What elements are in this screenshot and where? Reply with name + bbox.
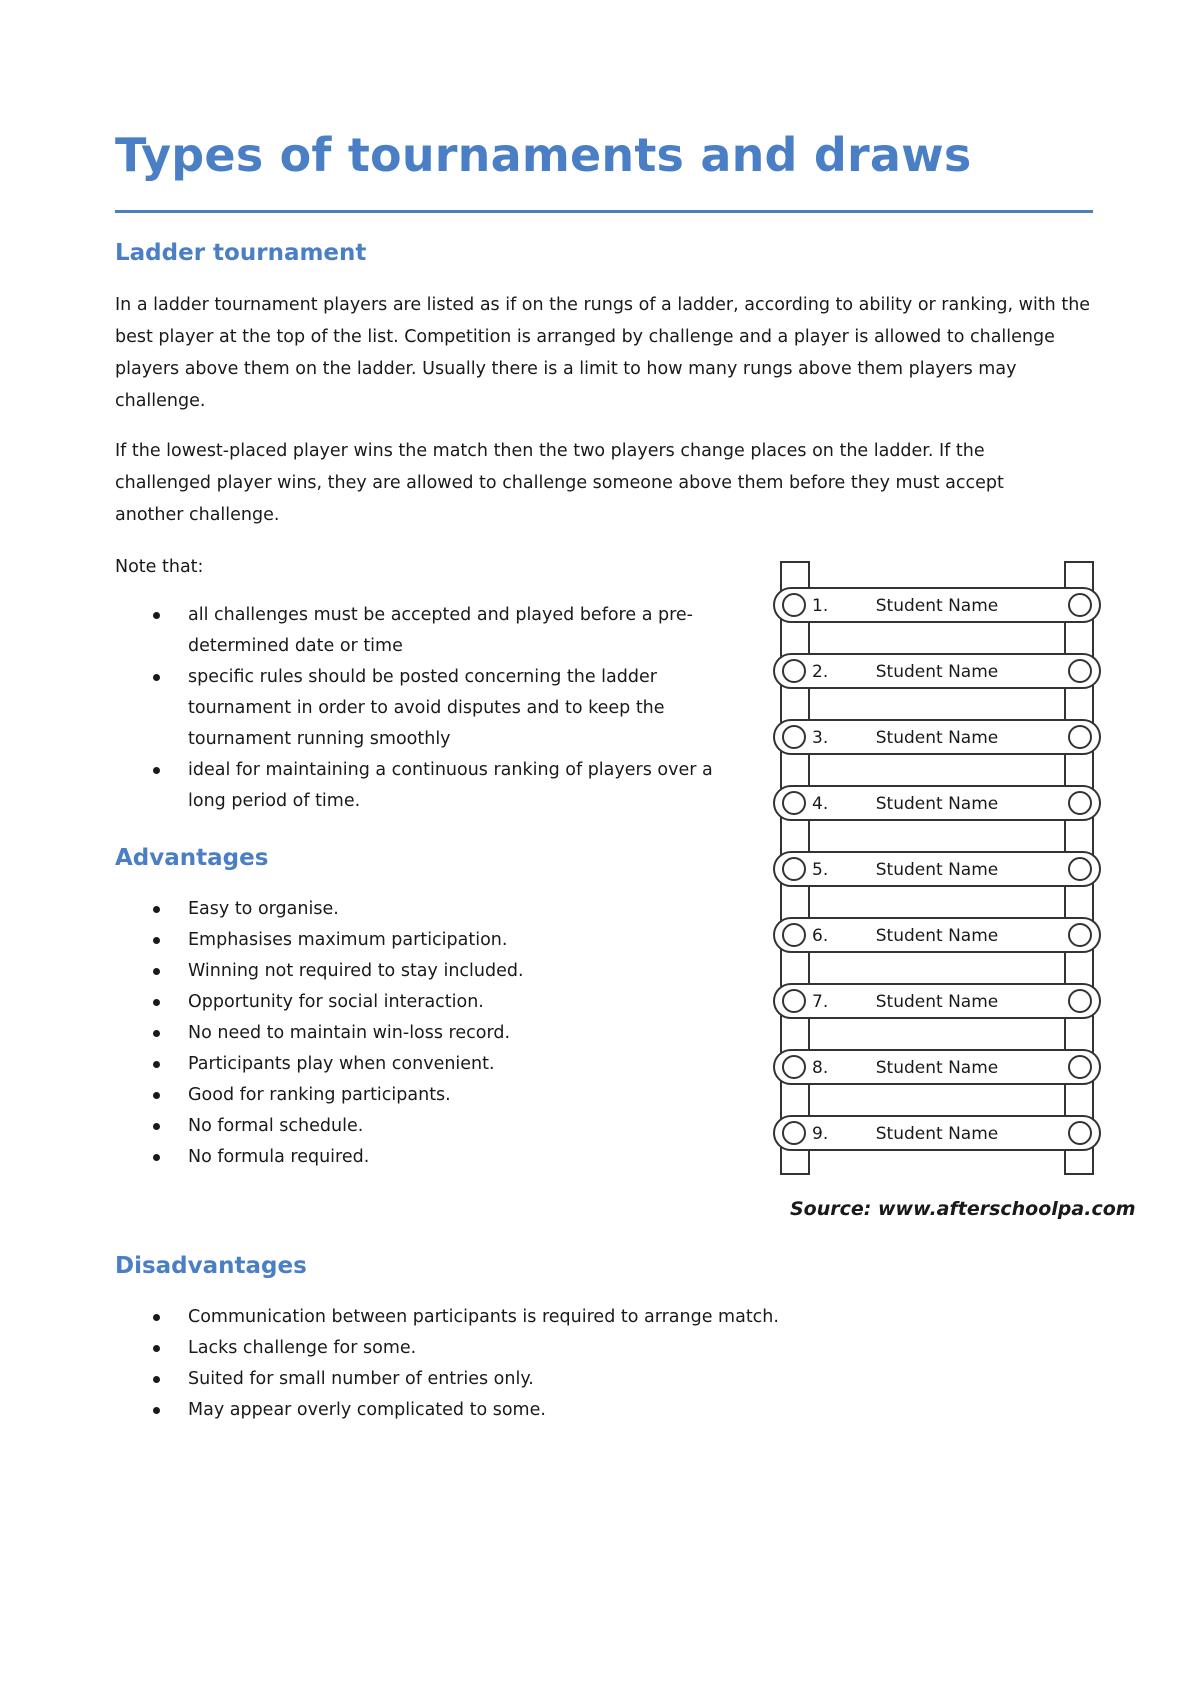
rung-left-bolt-icon: [783, 924, 805, 946]
list-item: Emphasises maximum participation.: [115, 925, 715, 956]
title-underline: [115, 210, 1093, 213]
rung-left-bolt-icon: [783, 660, 805, 682]
rung-number: 5.: [812, 860, 829, 880]
rung-student-name: Student Name: [875, 860, 999, 880]
disadvantages-list: [115, 1302, 1015, 1426]
note-intro: Note that:: [115, 557, 204, 577]
rung-right-bolt-icon: [1069, 792, 1091, 814]
ladder-rules-paragraph: If the lowest-placed player wins the match then the two players change places on the ladder. If the challenged player wins, they are allowed to challenge someone above them before they must accept another challenge.: [115, 441, 1004, 525]
rung-number: 2.: [812, 662, 829, 682]
list-item: Lacks challenge for some.: [115, 1333, 1015, 1364]
list-item: No formal schedule.: [115, 1111, 715, 1142]
rung-left-bolt-icon: [783, 1122, 805, 1144]
rung-right-bolt-icon: [1069, 726, 1091, 748]
rung-number: 8.: [812, 1058, 829, 1078]
list-item: all challenges must be accepted and played before a pre-determined date or time: [115, 600, 715, 662]
rung-student-name: Student Name: [875, 728, 999, 748]
rung-right-bolt-icon: [1069, 594, 1091, 616]
ladder-tournament-heading: Ladder tournament: [115, 240, 367, 266]
rung-right-bolt-icon: [1069, 1056, 1091, 1078]
rung-number: 3.: [812, 728, 829, 748]
list-item: May appear overly complicated to some.: [115, 1395, 1015, 1426]
ladder-rung: [774, 984, 1100, 1018]
ladder-rung: [774, 786, 1100, 820]
list-item: No need to maintain win-loss record.: [115, 1018, 715, 1049]
ladder-rung: [774, 1050, 1100, 1084]
rung-student-name: Student Name: [875, 926, 999, 946]
rung-student-name: Student Name: [875, 596, 999, 616]
rung-number: 1.: [812, 596, 829, 616]
rung-student-name: Student Name: [875, 1058, 999, 1078]
list-item: Participants play when convenient.: [115, 1049, 715, 1080]
notes-list: [115, 600, 715, 817]
list-item: Good for ranking participants.: [115, 1080, 715, 1111]
list-item: Suited for small number of entries only.: [115, 1364, 1015, 1395]
ladder-rung: [774, 852, 1100, 886]
page-title: Types of tournaments and draws: [115, 128, 972, 182]
rung-student-name: Student Name: [875, 794, 999, 814]
ladder-rung: [774, 588, 1100, 622]
advantages-heading: Advantages: [115, 845, 269, 871]
rung-right-bolt-icon: [1069, 990, 1091, 1012]
list-item: No formula required.: [115, 1142, 715, 1173]
rung-left-bolt-icon: [783, 990, 805, 1012]
ladder-rung: [774, 1116, 1100, 1150]
rung-left-bolt-icon: [783, 594, 805, 616]
list-item: ideal for maintaining a continuous ranking of players over a long period of time.: [115, 755, 715, 817]
rung-right-bolt-icon: [1069, 924, 1091, 946]
ladder-illustration: [772, 560, 1102, 1177]
rung-right-bolt-icon: [1069, 660, 1091, 682]
image-source-credit: Source: www.afterschoolpa.com: [790, 1198, 1136, 1220]
rung-right-bolt-icon: [1069, 1122, 1091, 1144]
rung-left-bolt-icon: [783, 1056, 805, 1078]
rung-number: 6.: [812, 926, 829, 946]
list-item: specific rules should be posted concerning the ladder tournament in order to avoid disputes and to keep the tournament running smoothly: [115, 662, 715, 755]
rung-student-name: Student Name: [875, 992, 999, 1012]
ladder-rung: [774, 720, 1100, 754]
ladder-rung: [774, 654, 1100, 688]
rung-left-bolt-icon: [783, 792, 805, 814]
list-item: Winning not required to stay included.: [115, 956, 715, 987]
list-item: Opportunity for social interaction.: [115, 987, 715, 1018]
rung-left-bolt-icon: [783, 726, 805, 748]
rung-left-bolt-icon: [783, 858, 805, 880]
ladder-intro-paragraph: In a ladder tournament players are listed as if on the rungs of a ladder, according to ability or ranking, with the best player at the top of the list. Competition is arranged by challenge and a player is allowed to challenge players above them on the ladder. Usually there is a limit to how many rungs above them players may challenge.: [115, 295, 1091, 411]
rung-number: 7.: [812, 992, 829, 1012]
disadvantages-heading: Disadvantages: [115, 1253, 307, 1279]
advantages-list: [115, 894, 715, 1173]
rung-right-bolt-icon: [1069, 858, 1091, 880]
list-item: Communication between participants is required to arrange match.: [115, 1302, 1015, 1333]
list-item: Easy to organise.: [115, 894, 715, 925]
ladder-rung: [774, 918, 1100, 952]
rung-student-name: Student Name: [875, 1124, 999, 1144]
rung-number: 9.: [812, 1124, 829, 1144]
ladder-rungs: [774, 588, 1100, 1150]
rung-student-name: Student Name: [875, 662, 999, 682]
rung-number: 4.: [812, 794, 829, 814]
